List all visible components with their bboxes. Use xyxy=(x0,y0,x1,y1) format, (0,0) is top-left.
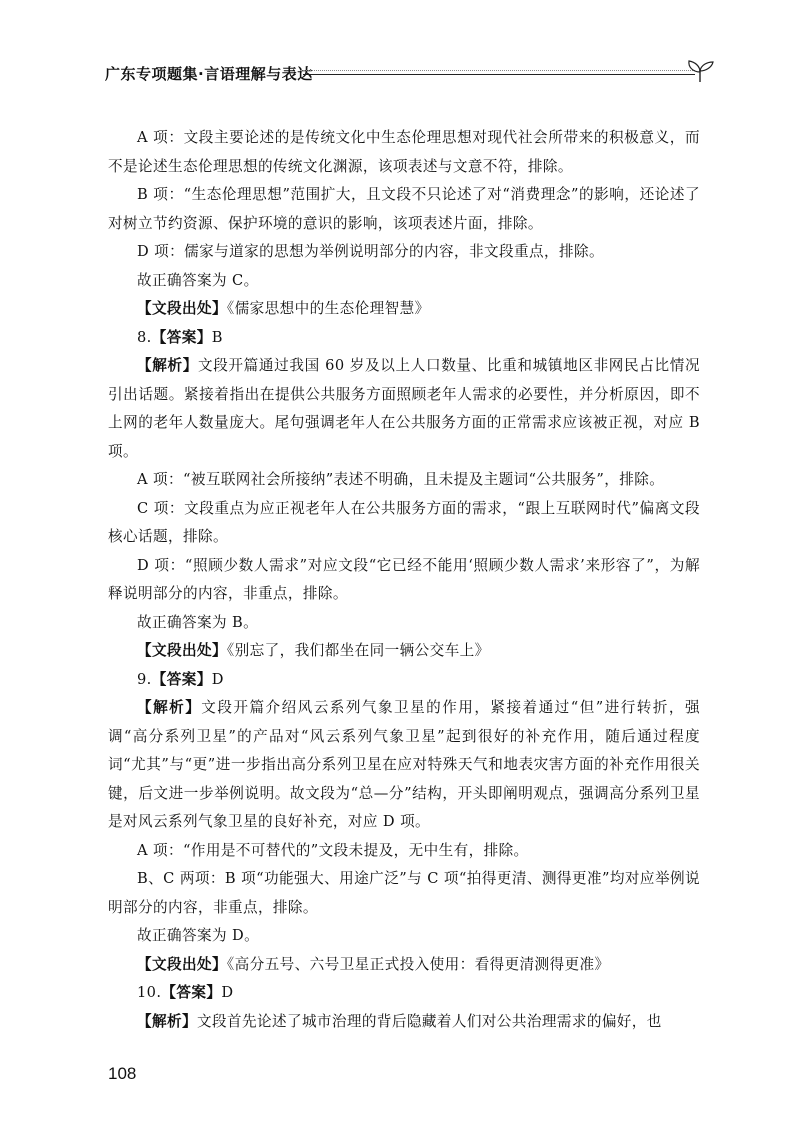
paragraph xyxy=(108,124,700,181)
paragraph-text: D 项：儒家与道家的思想为举例说明部分的内容，非文段重点，排除。 xyxy=(137,243,604,260)
sprout-icon xyxy=(683,60,717,82)
paragraph xyxy=(108,267,700,296)
paragraph xyxy=(108,495,700,552)
source-title: 《别忘了，我们都坐在同一辆公交车上》 xyxy=(226,642,490,659)
paragraph-text: D 项：“照顾少数人需求”对应文段“它已经不能用‘照顾少数人需求’来形容了”，为解释说明部分的内容，非重点，排除。 xyxy=(108,556,700,602)
paragraph xyxy=(108,238,700,267)
question-number: 10. xyxy=(137,984,162,1001)
source-line xyxy=(108,637,700,666)
paragraph-text: 文段开篇通过我国 60 岁及以上人口数量、比重和城镇地区非网民占比情况引出话题。紧接着指出在提供公共服务方面照顾老年人需求的必要性，并分析原因，即不上网的老年人数量庞大。尾句强调老年人在公共服务方面的正常需求应该被正视，对应 B 项。 xyxy=(108,357,700,460)
analysis-label: 【解析】 xyxy=(137,357,198,374)
paragraph xyxy=(108,466,700,495)
analysis-label: 【解析】 xyxy=(137,1012,197,1030)
answer-line xyxy=(108,666,700,695)
question-number: 8. xyxy=(137,328,152,346)
answer-label: 【答案】 xyxy=(151,670,212,688)
answer-value: D xyxy=(211,670,224,688)
answer-value: B xyxy=(211,328,223,346)
answer-value: D xyxy=(221,984,234,1001)
paragraph-text: A 项：“被互联网社会所接纳”表述不明确，且未提及主题词“公共服务”，排除。 xyxy=(137,471,665,488)
answer-label: 【答案】 xyxy=(151,328,212,346)
answer-label: 【答案】 xyxy=(161,984,222,1001)
paragraph-text: C 项：文段重点为应正视老年人在公共服务方面的需求，“跟上互联网时代”偏离文段核心话题，排除。 xyxy=(108,499,700,545)
header-dotted-rule xyxy=(303,70,695,71)
page-number: 108 xyxy=(108,1064,137,1083)
paragraph-text: A 项：文段主要论述的是传统文化中生态伦理思想对现代社会所带来的积极意义，而不是论述生态伦理思想的传统文化渊源，该项表述与文意不符，排除。 xyxy=(108,129,700,175)
analysis-label: 【解析】 xyxy=(137,699,202,716)
source-label: 【文段出处】 xyxy=(137,642,227,659)
paragraph-text: 文段开篇介绍风云系列气象卫星的作用，紧接着通过“但”进行转折，强调“高分系列卫星”的产品对“风云系列气象卫星”起到很好的补充作用，随后通过程度词“尤其”与“更”进一步指出高分系列卫星在应对特殊天气和地表灾害方面的补充作用很关键，后文进一步举例说明。故文段为“总—分”结构，开头即阐明观点，强调高分系列卫星是对风云系列气象卫星的良好补充，对应 D 项。 xyxy=(108,699,700,830)
paragraph xyxy=(108,552,700,609)
analysis-paragraph xyxy=(108,352,700,466)
paragraph-text: 故正确答案为 B。 xyxy=(137,613,259,631)
paragraph xyxy=(108,837,700,866)
header-rule xyxy=(303,74,695,75)
paragraph-text: 文段首先论述了城市治理的背后隐藏着人们对公共治理需求的偏好，也 xyxy=(196,1012,662,1030)
source-label: 【文段出处】 xyxy=(137,300,227,317)
source-title: 《儒家思想中的生态伦理智慧》 xyxy=(226,300,430,317)
answer-line xyxy=(108,979,700,1008)
running-header xyxy=(105,60,717,90)
header-title: 广东专项题集·言语理解与表达 xyxy=(105,65,313,83)
analysis-paragraph xyxy=(108,694,700,837)
paragraph-text: A 项：“作用是不可替代的”文段未提及，无中生有，排除。 xyxy=(137,841,529,859)
paragraph-text: B、C 两项：B 项“功能强大、用途广泛”与 C 项“拍得更清、测得更准”均对应举例说明部分的内容，非重点，排除。 xyxy=(108,870,700,916)
answer-line xyxy=(108,324,700,353)
source-label: 【文段出处】 xyxy=(137,955,227,973)
source-line xyxy=(108,951,700,980)
paragraph-text: 故正确答案为 C。 xyxy=(137,271,259,289)
paragraph xyxy=(108,865,700,922)
source-title: 《高分五号、六号卫星正式投入使用：看得更清测得更准》 xyxy=(226,955,610,973)
question-number: 9. xyxy=(137,670,152,688)
paragraph xyxy=(108,922,700,951)
paragraph-text: B 项：“生态伦理思想”范围扩大，且文段不只论述了对“消费理念”的影响，还论述了对树立节约资源、保护环境的意识的影响，该项表述片面，排除。 xyxy=(108,186,700,232)
source-line xyxy=(108,295,700,324)
answer-explanations xyxy=(108,124,700,1036)
paragraph xyxy=(108,609,700,638)
paragraph-text: 故正确答案为 D。 xyxy=(137,927,260,944)
paragraph xyxy=(108,181,700,238)
analysis-paragraph xyxy=(108,1008,700,1037)
